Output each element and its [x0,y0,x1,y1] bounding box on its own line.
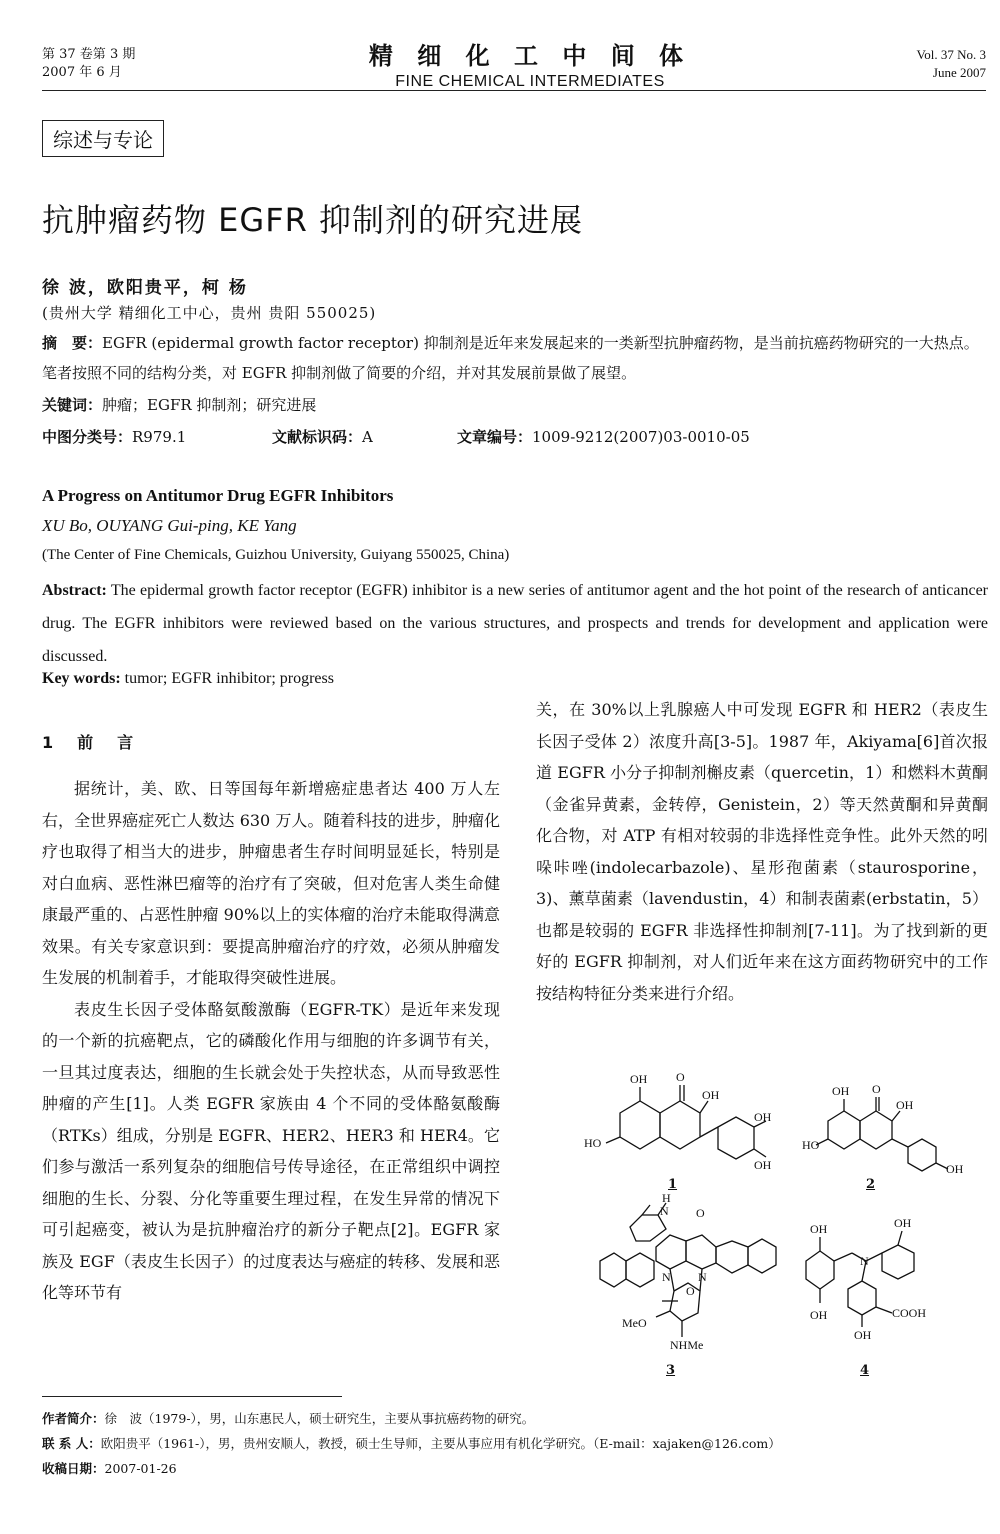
mol3-o-ring: O [686,1284,695,1298]
footnote-author-label: 作者简介： [42,1411,105,1426]
mol4-oh-bottom: OH [810,1308,828,1322]
structure-drawing [570,1065,990,1395]
mol2-o-top: O [872,1082,881,1096]
mol1-oh-top: OH [630,1072,648,1086]
abstract-cn-text: EGFR (epidermal growth factor receptor) 抑制剂是近年来发展起来的一类新型抗肿瘤药物，是当前抗癌药物研究的一大热点。笔者按照不同的结构分类，对 EGFR 抑制剂做了简要的介绍，并对其发展前景做了展望。 [42,334,979,382]
molecule-1-quercetin [606,1085,766,1159]
mol3-n-right: N [698,1270,707,1284]
volume-en: Vol. 37 No. 3 [916,47,986,62]
mol2-oh-4p: OH [946,1162,964,1176]
body-paragraph-2: 表皮生长因子受体酪氨酸激酶（EGFR-TK）是近年来发现的一个新的抗癌靶点，它的磷酸化作用与细胞的许多调节有关，一旦其过度表达，细胞的生长就会处于失控状态，从而导致恶性肿瘤的产生[1]。人类 EGFR 家族由 4 个不同的受体酪氨酸酶（RTKs）组成，分别是 EGFR、HER2、HER3 和 HER4。它们参与激活一系列复杂的细胞信号传导途径，在正常组织中调控细胞的生长、分裂、分化等重要生理过程，在发生异常的情况下可引起癌变，被认为是抗肿瘤治疗的新分子靶点[2]。EGFR 家族及 EGF（表皮生长因子）的过度表达与癌症的转移、发展和恶化等环节有 [42,999,500,1302]
footnote-received-label: 收稿日期： [42,1461,105,1476]
article-number-value: 1009-9212(2007)03-0010-05 [532,428,750,446]
keywords-cn [42,394,316,415]
issue-info-cn [42,46,135,82]
molecule-label-1: 1 [668,1177,678,1192]
footnote-contact-text: 欧阳贵平（1961-），男，贵州安顺人，教授，硕士生导师，主要从事应用有机化学研究。（E-mail：xajaken@126.com） [100,1436,781,1451]
abstract-cn [42,328,988,388]
header-rule [42,90,986,91]
mol1-oh-4p: OH [754,1158,772,1172]
mol4-oh-left: OH [810,1222,828,1236]
column-label: 综述与专论 [42,120,164,157]
abstract-en-text: The epidermal growth factor receptor (EGFR) inhibitor is a new series of antitumor agent and the hot point of the research of anticancer drug. The EGFR inhibitors were reviewed based on the various structures, and prospects and trends for development and application were discussed. [42,582,988,665]
issue-info-en [917,46,986,82]
journal-name-en: FINE CHEMICAL INTERMEDIATES [395,73,665,90]
authors-en: XU Bo, OUYANG Gui-ping, KE Yang [42,516,297,535]
title-en: A Progress on Antitumor Drug EGFR Inhibitors [42,486,394,505]
mol3-o-lactam: O [696,1206,705,1220]
journal-name-cn: 精 细 化 工 中 间 体 [368,42,692,70]
abstract-en-label: Abstract: [42,582,107,599]
mol1-oh-3p: OH [754,1110,772,1124]
journal-name [340,36,720,91]
body-left-column [42,730,500,1309]
keywords-cn-label: 关键词： [42,396,103,414]
molecule-2-genistein [816,1097,948,1171]
footnote-author-text: 徐 波（1979-），男，山东惠民人，硕士研究生，主要从事抗癌药物的研究。 [104,1411,535,1426]
molecule-label-4: 4 [860,1363,870,1378]
article-number-label: 文章编号： [457,428,533,446]
mol1-ho: HO [584,1136,602,1150]
molecule-label-3: 3 [666,1363,676,1378]
affiliation-cn: (贵州大学 精细化工中心，贵州 贵阳 550025) [42,304,377,322]
clc-label: 中图分类号： [42,428,133,446]
mol1-oh-3: OH [702,1088,720,1102]
footnote-rule [42,1396,342,1397]
keywords-en-label: Key words: [42,670,121,687]
mol3-n-lactam: N [660,1204,669,1218]
mol2-oh-3: OH [896,1098,914,1112]
page-title: 抗肿瘤药物 EGFR 抑制剂的研究进展 [42,201,584,239]
mol2-ho: HO [802,1138,820,1152]
footnote-author [42,1406,988,1431]
mol4-oh-acid: OH [854,1328,872,1342]
keywords-cn-text: 肿瘤；EGFR 抑制剂；研究进展 [102,396,317,414]
footnote-contact-label: 联 系 人： [42,1436,101,1451]
date-en: June 2007 [932,65,986,80]
mol3-n-left: N [662,1270,671,1284]
body-right-column [536,694,988,1009]
mol4-cooh: COOH [892,1306,927,1320]
mol3-h: H [662,1191,671,1205]
mol4-oh-right: OH [894,1216,912,1230]
doc-code-label: 文献标识码： [272,428,363,446]
affiliation-en: (The Center of Fine Chemicals, Guizhou University, Guiyang 550025, China) [42,547,510,563]
keywords-en [42,670,988,688]
footnote-received [42,1456,988,1481]
footnotes [42,1406,988,1481]
abstract-cn-label: 摘 要： [42,334,103,352]
mol1-o-top: O [676,1070,685,1084]
classification-line [42,426,988,447]
clc-value: R979.1 [132,428,187,446]
footnote-received-text: 2007-01-26 [104,1461,177,1476]
body-paragraph-3: 关，在 30%以上乳腺癌人中可发现 EGFR 和 HER2（表皮生长因子受体 2）浓度升高[3-5]。1987 年，Akiyama[6]首次报道 EGFR 小分子抑制剂槲皮素（quercetin，1）和燃料木黄酮（金雀异黄素，金转停，Genistein，2）等天然黄酮和异黄酮化合物，对 ATP 有相对较弱的非选择性竞争性。此外天然的吲哚咔唑(indolecarbazole)、星形孢菌素（staurosporine，3)、薰草菌素（lavendustin，4）和制表菌素(erbstatin，5）也都是较弱的 EGFR 非选择性抑制剂[7-11]。为了找到新的更好的 EGFR 抑制剂，对人们近年来在这方面药物研究中的工作按结构特征分类来进行介绍。 [536,700,988,1003]
footnote-contact [42,1431,988,1456]
volume-cn: 第 37 卷第 3 期 [42,47,136,62]
authors-cn: 徐 波，欧阳贵平，柯 杨 [42,278,248,298]
abstract-en [42,574,988,673]
mol2-oh-top: OH [832,1084,850,1098]
body-paragraph-1: 据统计，美、欧、日等国每年新增癌症患者达 400 万人左右，全世界癌症死亡人数达 630 万人。随着科技的进步，肿瘤化疗也取得了相当大的进步，肿瘤患者生存时间明显延长，特别是对白血病、恶性淋巴瘤等的治疗有了突破，但对危害人类生命健康最严重的、占恶性肿瘤 90%以上的实体瘤的治疗未能取得满意效果。有关专家意识到：要提高肿瘤治疗的疗效，必须从肿瘤发生发展的机制着手，才能取得突破性进展。 [42,779,500,987]
section-heading: 1 前 言 [42,733,138,752]
chemical-structures [570,1065,990,1395]
mol4-n: N [860,1254,869,1268]
doc-code-value: A [362,428,373,446]
mol3-nhme: NHMe [670,1338,704,1352]
date-cn: 2007 年 6 月 [42,65,122,80]
mol3-meo: MeO [622,1316,647,1330]
molecule-label-2: 2 [866,1177,876,1192]
keywords-en-text: tumor; EGFR inhibitor; progress [120,670,334,687]
